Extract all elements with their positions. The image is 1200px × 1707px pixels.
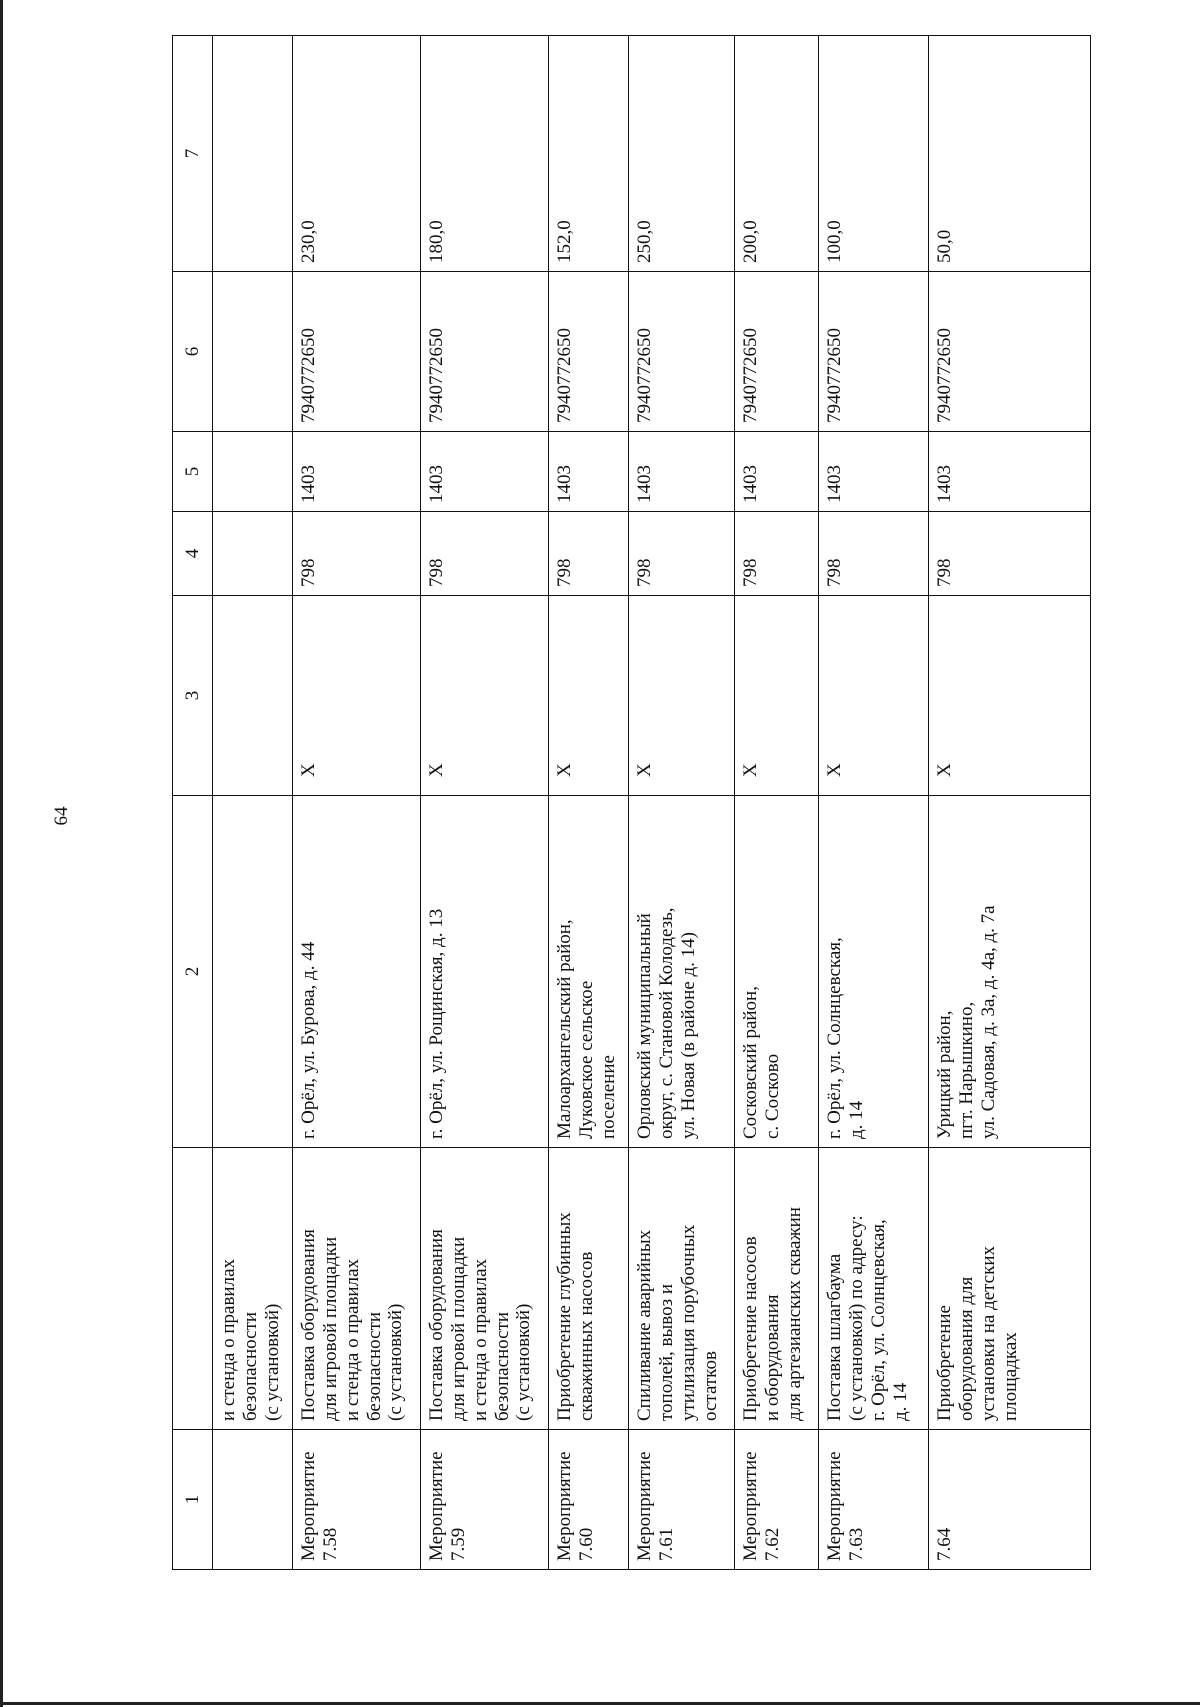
cell-address: Сосковский район, с. Сосково — [735, 796, 819, 1148]
cell-c7: 100,0 — [819, 36, 929, 272]
cell-c5: 1403 — [819, 432, 929, 512]
cell-c5: 1403 — [421, 432, 549, 512]
table-row — [819, 36, 929, 1570]
cell-c7 — [213, 36, 293, 272]
cell-address: Урицкий район, пгт. Нарышкино, ул. Садовая, д. 3а, д. 4а, д. 7а — [929, 796, 1091, 1148]
header-col-1: 1 — [173, 1430, 213, 1570]
cell-desc: Спиливание аварийных тополей, вывоз и утилизация порубочных остатков — [629, 1148, 735, 1430]
header-row — [173, 36, 213, 1570]
cell-c5 — [213, 432, 293, 512]
cell-c3: X — [293, 596, 421, 796]
header-col-7: 7 — [173, 36, 213, 272]
table-row — [629, 36, 735, 1570]
cell-desc: Приобретение оборудования для установки на детских площадках — [929, 1148, 1091, 1430]
cell-id — [213, 1430, 293, 1570]
cell-c6: 7940772650 — [293, 272, 421, 432]
cell-c4 — [213, 512, 293, 596]
cell-c7: 250,0 — [629, 36, 735, 272]
cell-desc: Приобретение глубинных скважинных насосов — [549, 1148, 629, 1430]
cell-c4: 798 — [819, 512, 929, 596]
cell-address: Орловский муниципальный округ, с. Становой Колодезь, ул. Новая (в районе д. 14) — [629, 796, 735, 1148]
cell-c6: 7940772650 — [735, 272, 819, 432]
cell-id: Мероприятие 7.63 — [819, 1430, 929, 1570]
cell-c4: 798 — [929, 512, 1091, 596]
table-row — [735, 36, 819, 1570]
cell-c3: X — [549, 596, 629, 796]
cell-c6: 7940772650 — [819, 272, 929, 432]
cell-c4: 798 — [293, 512, 421, 596]
cell-id: 7.64 — [929, 1430, 1091, 1570]
cell-c3: X — [629, 596, 735, 796]
table-row — [929, 36, 1091, 1570]
header-col-6: 6 — [173, 272, 213, 432]
continuation-row — [213, 36, 293, 1570]
cell-c3: X — [929, 596, 1091, 796]
cell-c6: 7940772650 — [629, 272, 735, 432]
header-col-3: 3 — [173, 596, 213, 796]
cell-c4: 798 — [629, 512, 735, 596]
cell-desc: Поставка оборудования для игровой площадки и стенда о правилах безопасности (с установкой) — [421, 1148, 549, 1430]
header-col-2: 2 — [173, 796, 213, 1148]
page-number: 64 — [51, 806, 72, 826]
cell-address: Малоархангельский район, Луковское сельское поселение — [549, 796, 629, 1148]
cell-c7: 50,0 — [929, 36, 1091, 272]
cell-c5: 1403 — [735, 432, 819, 512]
cell-c5: 1403 — [629, 432, 735, 512]
header-col-desc — [173, 1148, 213, 1430]
cell-c6: 7940772650 — [929, 272, 1091, 432]
cell-address: г. Орёл, ул. Бурова, д. 44 — [293, 796, 421, 1148]
cell-id: Мероприятие 7.59 — [421, 1430, 549, 1570]
cell-c7: 180,0 — [421, 36, 549, 272]
cell-c6: 7940772650 — [421, 272, 549, 432]
cell-c4: 798 — [421, 512, 549, 596]
cell-c7: 200,0 — [735, 36, 819, 272]
cell-desc: Поставка шлагбаума (с установкой) по адресу: г. Орёл, ул. Солнцевская, д. 14 — [819, 1148, 929, 1430]
scan-edge-left — [0, 0, 3, 1707]
cell-c5: 1403 — [293, 432, 421, 512]
cell-c5: 1403 — [929, 432, 1091, 512]
cell-id: Мероприятие 7.61 — [629, 1430, 735, 1570]
rotated-table-wrapper — [172, 40, 1090, 1570]
table-row — [549, 36, 629, 1570]
cell-c7: 230,0 — [293, 36, 421, 272]
table-row — [293, 36, 421, 1570]
scan-edge-bottom — [0, 1702, 1200, 1705]
cell-c5: 1403 — [549, 432, 629, 512]
cell-c6: 7940772650 — [549, 272, 629, 432]
cell-address: г. Орёл, ул. Солнцевская, д. 14 — [819, 796, 929, 1148]
header-col-4: 4 — [173, 512, 213, 596]
cell-id: Мероприятие 7.60 — [549, 1430, 629, 1570]
cell-desc: Приобретение насосов и оборудования для артезианских скважин — [735, 1148, 819, 1430]
cell-id: Мероприятие 7.62 — [735, 1430, 819, 1570]
cell-c3 — [213, 596, 293, 796]
cell-c3: X — [819, 596, 929, 796]
header-col-5: 5 — [173, 432, 213, 512]
cell-address — [213, 796, 293, 1148]
cell-c3: X — [735, 596, 819, 796]
table-row — [421, 36, 549, 1570]
cell-c3: X — [421, 596, 549, 796]
cell-desc: Поставка оборудования для игровой площадки и стенда о правилах безопасности (с установкой) — [293, 1148, 421, 1430]
cell-desc: и стенда о правилах безопасности (с установкой) — [213, 1148, 293, 1430]
cell-address: г. Орёл, ул. Рощинская, д. 13 — [421, 796, 549, 1148]
cell-id: Мероприятие 7.58 — [293, 1430, 421, 1570]
cell-c6 — [213, 272, 293, 432]
cell-c4: 798 — [735, 512, 819, 596]
cell-c7: 152,0 — [549, 36, 629, 272]
cell-c4: 798 — [549, 512, 629, 596]
budget-table — [172, 35, 1091, 1570]
